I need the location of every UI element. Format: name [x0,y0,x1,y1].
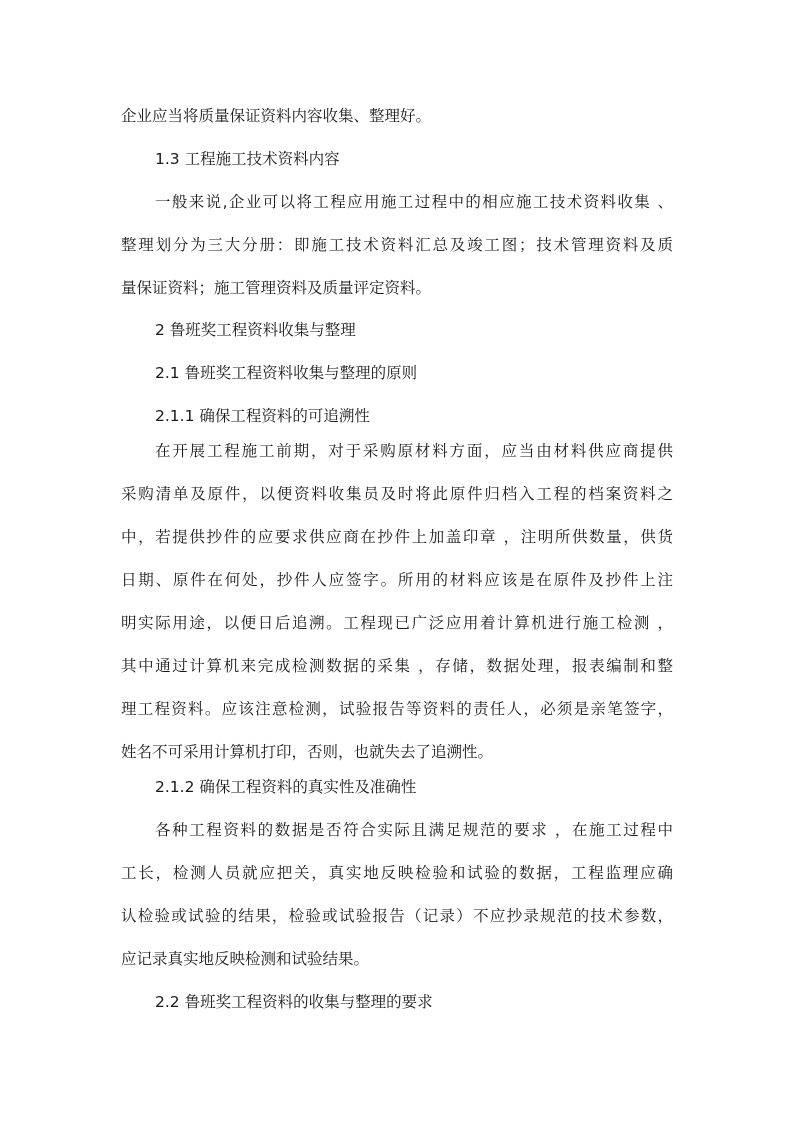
heading-2-1: 2.1 鲁班奖工程资料收集与整理的原则 [155,364,418,382]
heading-2-1-1: 2.1.1 确保工程资料的可追溯性 [155,407,370,425]
paragraph-line: 认检验或试验的结果，检验或试验报告（记录）不应抄录规范的技术参数， [121,907,673,925]
paragraph-line: 中，若提供抄件的应要求供应商在抄件上加盖印章 ，注明所供数量，供货 [121,528,673,546]
paragraph-line: 日期、原件在何处，抄件人应签字。所用的材料应该是在原件及抄件上注 [121,571,673,589]
heading-1-3: 1.3 工程施工技术资料内容 [155,150,340,168]
heading-2: 2 鲁班奖工程资料收集与整理 [155,321,356,339]
paragraph-line: 各种工程资料的数据是否符合实际且满足规范的要求 ，在施工过程中 [155,821,673,839]
paragraph-line: 应记录真实地反映检测和试验结果。 [121,950,370,968]
paragraph-line: 姓名不可采用计算机打印，否则，也就失去了追溯性。 [121,743,494,761]
paragraph-line: 理工程资料。应该注意检测，试验报告等资料的责任人，必须是亲笔签字， [121,700,673,718]
paragraph-line: 工长，检测人员就应把关，真实地反映检验和试验的数据，工程监理应确 [121,864,673,882]
paragraph-line: 整理划分为三大分册：即施工技术资料汇总及竣工图；技术管理资料及质 [121,236,673,254]
paragraph-line: 在开展工程施工前期，对于采购原材料方面，应当由材料供应商提供 [155,442,673,460]
paragraph-line: 其中通过计算机来完成检测数据的采集 ，存储，数据处理，报表编制和整 [121,657,673,675]
heading-2-2: 2.2 鲁班奖工程资料的收集与整理的要求 [155,993,433,1011]
paragraph-line: 一般来说,企业可以将工程应用施工过程中的相应施工技术资料收集 、 [155,193,673,211]
paragraph-line: 明实际用途，以便日后追溯。工程现已广泛应用着计算机进行施工检测 ， [121,614,673,632]
paragraph-line: 量保证资料；施工管理资料及质量评定资料。 [121,279,432,297]
intro-tail-line: 企业应当将质量保证资料内容收集、整理好。 [121,107,432,125]
heading-2-1-2: 2.1.2 确保工程资料的真实性及准确性 [155,778,417,796]
paragraph-line: 采购清单及原件，以便资料收集员及时将此原件归档入工程的档案资料之 [121,485,673,503]
